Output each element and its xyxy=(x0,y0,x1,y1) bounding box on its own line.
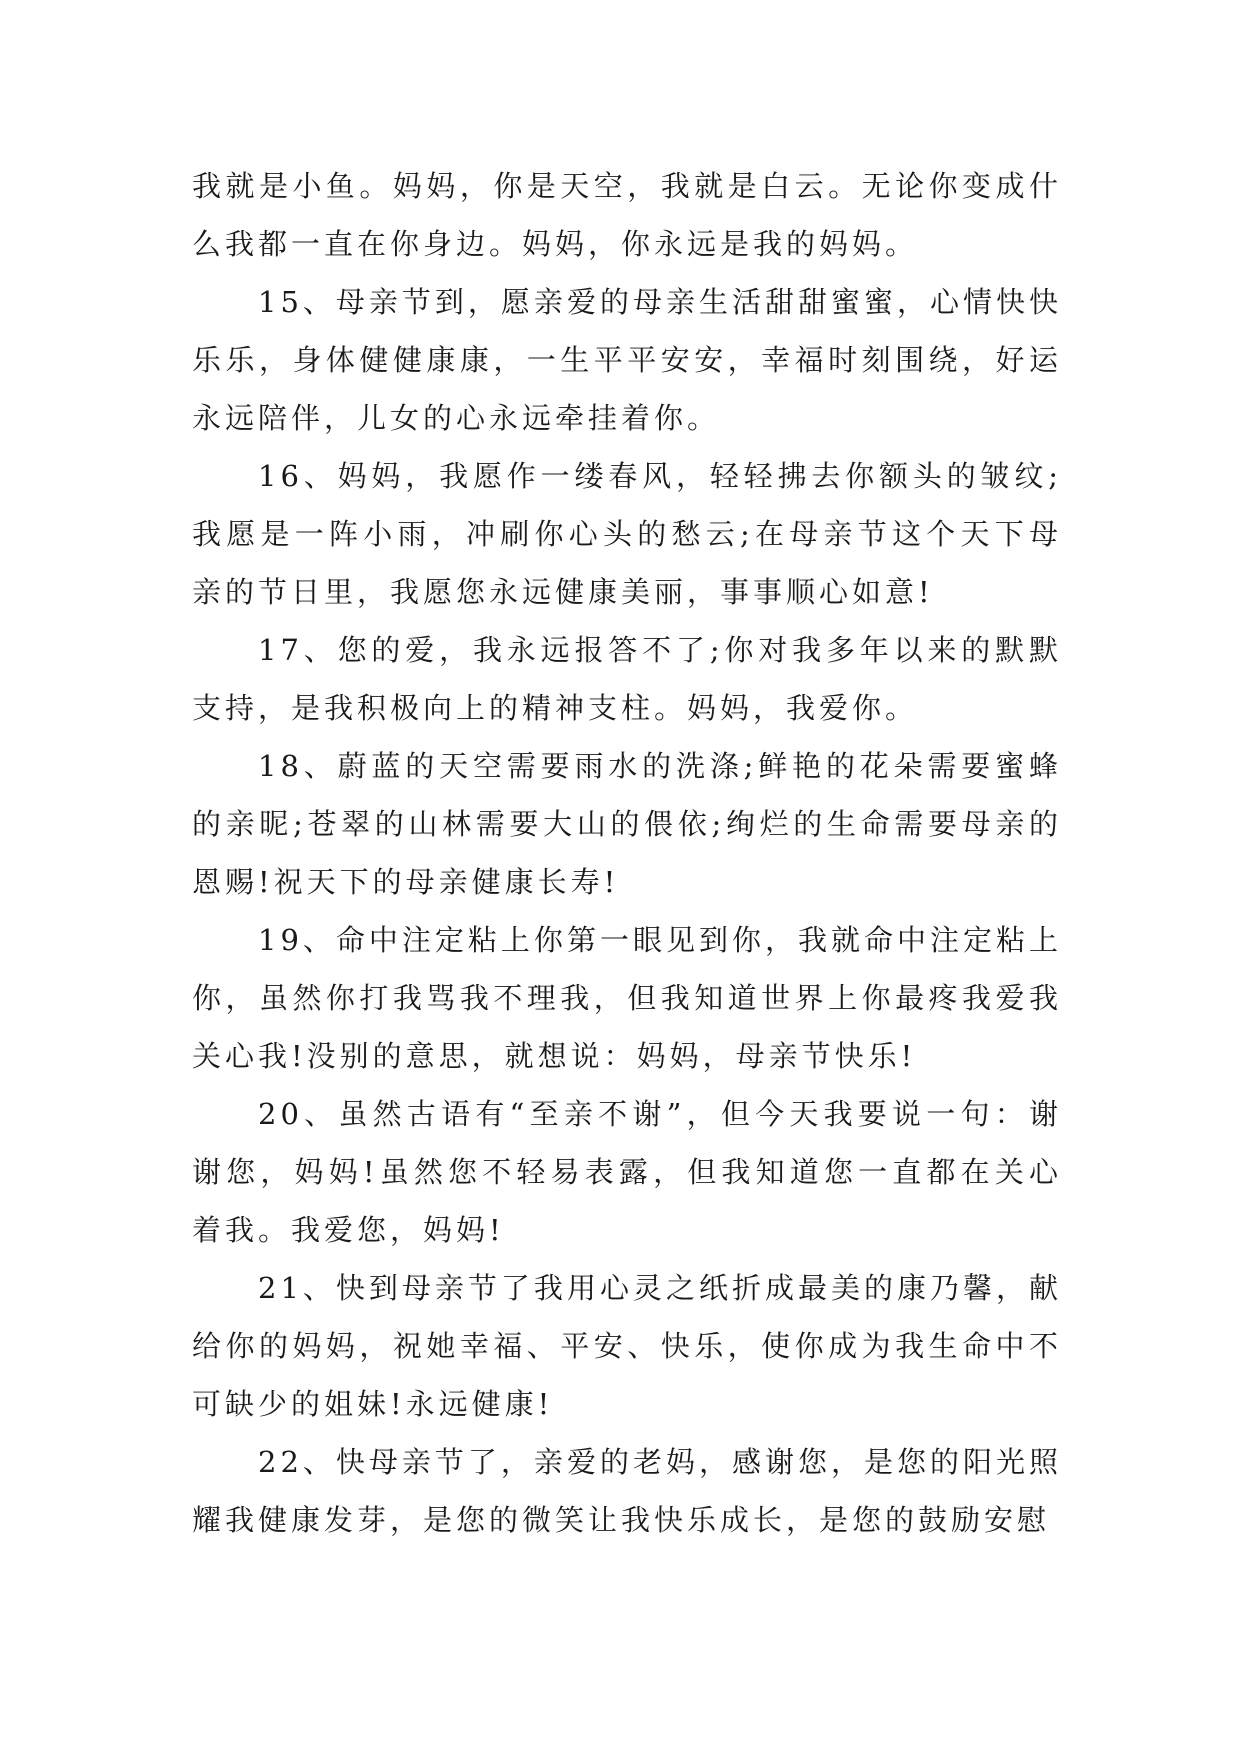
paragraph-21: 21、快到母亲节了我用心灵之纸折成最美的康乃馨，献给你的妈妈，祝她幸福、平安、快乐，使你成为我生命中不可缺少的姐妹!永远健康! xyxy=(192,1271,1062,1421)
paragraph-18: 18、蔚蓝的天空需要雨水的洗涤;鲜艳的花朵需要蜜蜂的亲昵;苍翠的山林需要大山的偎依;绚烂的生命需要母亲的恩赐!祝天下的母亲健康长寿! xyxy=(192,749,1062,899)
paragraph-19: 19、命中注定粘上你第一眼见到你，我就命中注定粘上你，虽然你打我骂我不理我，但我知道世界上你最疼我爱我关心我!没别的意思，就想说：妈妈，母亲节快乐! xyxy=(192,923,1062,1073)
paragraph-15: 15、母亲节到，愿亲爱的母亲生活甜甜蜜蜜，心情快快乐乐，身体健健康康，一生平平安安，幸福时刻围绕，好运永远陪伴，儿女的心永远牵挂着你。 xyxy=(192,285,1062,435)
paragraph-16: 16、妈妈，我愿作一缕春风，轻轻拂去你额头的皱纹;我愿是一阵小雨，冲刷你心头的愁云;在母亲节这个天下母亲的节日里，我愿您永远健康美丽，事事顺心如意! xyxy=(192,459,1062,609)
paragraph-20: 20、虽然古语有“至亲不谢”，但今天我要说一句：谢谢您，妈妈!虽然您不轻易表露，但我知道您一直都在关心着我。我爱您，妈妈! xyxy=(192,1097,1062,1247)
document-body xyxy=(192,157,1062,1549)
paragraph-17: 17、您的爱，我永远报答不了;你对我多年以来的默默支持，是我积极向上的精神支柱。妈妈，我爱你。 xyxy=(192,633,1062,725)
paragraph-22: 22、快母亲节了，亲爱的老妈，感谢您，是您的阳光照耀我健康发芽，是您的微笑让我快乐成长，是您的鼓励安慰 xyxy=(192,1445,1062,1537)
paragraph-continued: 我就是小鱼。妈妈，你是天空，我就是白云。无论你变成什么我都一直在你身边。妈妈，你永远是我的妈妈。 xyxy=(192,169,1062,261)
